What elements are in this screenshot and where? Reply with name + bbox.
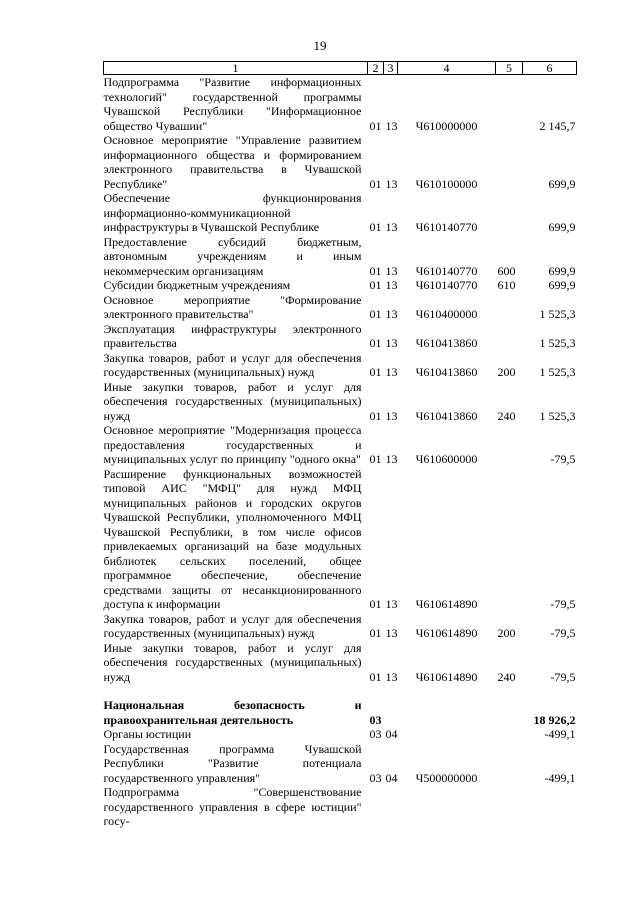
row-expense-type: 240 — [497, 408, 516, 423]
row-section-code: 01 — [369, 669, 382, 684]
row-target-code: Ч610140770 — [415, 220, 478, 234]
row-subsection-code: 04 — [385, 770, 398, 785]
row-expense-type — [496, 75, 523, 134]
section-row — [104, 698, 577, 727]
row-amount: -79,5 — [550, 597, 576, 611]
table-row — [104, 467, 577, 612]
spacer-cell — [104, 684, 577, 698]
row-name: Расширение функциональных возможностей типовой АИС "МФЦ" для нужд МФЦ муниципальных районов и городских округов Чувашской Республики, уполномоченного МФЦ Чувашской Республики, в том числе офисов привлекаемых организаций на базе модульных библиотек сельских поселений, общее программное обеспечение, обеспечение средствами защиты от несанкционированного доступа к информации — [103, 466, 362, 611]
row-expense-type: 240 — [497, 669, 516, 684]
row-target-code — [398, 727, 496, 742]
row-name: Основное мероприятие "Формирование электронного правительства" — [103, 292, 362, 321]
row-name: Основное мероприятие "Модернизация процесса предоставления государственных и муниципальных услуг по принципу "одного окна" — [103, 423, 362, 466]
row-section-code: 01 — [369, 365, 382, 379]
row-target-code: Ч610600000 — [415, 452, 478, 466]
table-row — [104, 278, 577, 293]
row-expense-type — [496, 423, 523, 467]
row-amount: 1 525,3 — [539, 365, 576, 379]
row-target-code: Ч610140770 — [415, 278, 478, 292]
row-target-code: Ч610413860 — [415, 408, 478, 423]
row-name: Основное мероприятие "Управление развитием информационного общества и формированием электронного правительства в Чувашской Республике" — [103, 133, 362, 191]
row-expense-type — [496, 698, 523, 727]
row-subsection-code: 13 — [385, 118, 398, 133]
row-name: Иные закупки товаров, работ и услуг для обеспечения государственных (муниципальных) нужд — [103, 379, 362, 423]
row-target-code: Ч610413860 — [415, 365, 478, 379]
row-name: Государственная программа Чувашской Республики "Развитие потенциала государственного управления" — [103, 741, 362, 785]
row-name: Субсидии бюджетным учреждениям — [103, 278, 291, 292]
table-row — [104, 75, 577, 134]
row-amount: 1 525,3 — [539, 336, 576, 350]
row-expense-type — [496, 191, 523, 235]
row-name: Обеспечение функционирования информационно-коммуникационной инфраструктуры в Чувашской Республике — [103, 191, 362, 234]
table-body — [104, 75, 577, 829]
row-amount: 699,9 — [548, 220, 576, 234]
row-target-code: Ч610614890 — [415, 626, 478, 640]
row-expense-type: 610 — [497, 278, 516, 292]
row-section-code: 01 — [369, 278, 382, 292]
row-subsection-code: 13 — [385, 263, 398, 278]
row-expense-type — [496, 742, 523, 786]
header-row — [104, 62, 577, 75]
row-subsection-code: 13 — [385, 220, 398, 234]
row-target-code: Ч610413860 — [415, 336, 478, 350]
header-cell-4: 4 — [398, 62, 496, 75]
row-subsection-code: 13 — [385, 669, 398, 684]
row-expense-type: 200 — [497, 365, 516, 379]
row-amount: 18 926,2 — [533, 712, 576, 727]
row-expense-type — [496, 727, 523, 742]
row-subsection-code: 13 — [385, 452, 398, 466]
row-expense-type — [496, 322, 523, 351]
row-amount: -79,5 — [550, 669, 576, 684]
row-section-code: 01 — [369, 307, 382, 321]
row-name: Подпрограмма "Совершенствование государственного управления в сфере юстиции" госу- — [103, 785, 362, 828]
header-cell-3: 3 — [384, 62, 398, 75]
row-target-code: Ч610614890 — [415, 597, 478, 611]
row-amount: 699,9 — [548, 278, 576, 292]
row-section-code: 01 — [369, 452, 382, 466]
row-expense-type — [496, 467, 523, 612]
row-section-code: 03 — [369, 727, 382, 741]
row-amount: 2 145,7 — [539, 118, 576, 133]
row-amount: -79,5 — [550, 452, 576, 466]
budget-table — [103, 61, 577, 829]
table-row — [104, 351, 577, 380]
table-row — [104, 785, 577, 829]
row-subsection-code — [384, 698, 398, 727]
row-section-code — [368, 785, 384, 829]
row-subsection-code: 13 — [385, 176, 398, 191]
row-section-code: 01 — [369, 597, 382, 611]
row-name: Органы юстиции — [103, 727, 192, 741]
spacer-row — [104, 684, 577, 698]
row-expense-type — [496, 133, 523, 191]
row-expense-type: 600 — [497, 263, 516, 278]
row-name: Подпрограмма "Развитие информационных технологий" государственной программы Чувашской Республики "Информационное общество Чувашии" — [103, 75, 362, 133]
row-expense-type — [496, 785, 523, 829]
table-row — [104, 133, 577, 191]
row-amount: 699,9 — [548, 176, 576, 191]
row-subsection-code: 13 — [385, 307, 398, 321]
row-target-code: Ч610614890 — [415, 669, 478, 684]
row-name: Эксплуатация инфраструктуры электронного правительства — [103, 321, 362, 350]
row-amount: -499,1 — [544, 770, 576, 785]
row-section-code: 01 — [369, 118, 382, 133]
header-cell-2: 2 — [368, 62, 384, 75]
row-subsection-code: 13 — [385, 408, 398, 423]
row-expense-type — [496, 293, 523, 322]
row-name: Иные закупки товаров, работ и услуг для обеспечения государственных (муниципальных) нужд — [103, 640, 362, 684]
table-row — [104, 293, 577, 322]
row-amount — [523, 785, 577, 829]
table-row — [104, 235, 577, 279]
row-section-code: 01 — [369, 176, 382, 191]
row-subsection-code: 13 — [385, 597, 398, 611]
row-target-code: Ч610100000 — [415, 176, 478, 191]
row-section-code: 03 — [369, 770, 382, 785]
row-target-code: Ч610400000 — [415, 307, 478, 321]
row-amount: 1 525,3 — [539, 307, 576, 321]
row-subsection-code: 13 — [385, 365, 398, 379]
row-subsection-code — [384, 785, 398, 829]
table-row — [104, 191, 577, 235]
table-row — [104, 612, 577, 641]
table-row — [104, 380, 577, 424]
row-name: Национальная безопасность и правоохранительная деятельность — [103, 698, 362, 727]
row-target-code: Ч610000000 — [415, 118, 478, 133]
row-expense-type: 200 — [497, 626, 516, 640]
row-name: Закупка товаров, работ и услуг для обеспечения государственных (муниципальных) нужд — [103, 611, 362, 640]
row-section-code: 01 — [369, 336, 382, 350]
table-row — [104, 641, 577, 685]
row-target-code — [398, 698, 496, 727]
row-amount: -79,5 — [550, 626, 576, 640]
table-row — [104, 742, 577, 786]
row-subsection-code: 13 — [385, 278, 398, 292]
row-amount: 1 525,3 — [539, 408, 576, 423]
page-number: 19 — [313, 38, 327, 53]
row-section-code: 01 — [369, 408, 382, 423]
row-amount: -499,1 — [544, 727, 576, 741]
row-section-code: 01 — [369, 626, 382, 640]
table-row — [104, 423, 577, 467]
row-section-code: 01 — [369, 220, 382, 234]
table-row — [104, 322, 577, 351]
row-subsection-code: 13 — [385, 626, 398, 640]
row-subsection-code: 04 — [385, 727, 398, 741]
row-section-code: 03 — [369, 712, 382, 727]
row-target-code — [398, 785, 496, 829]
header-cell-1: 1 — [104, 62, 368, 75]
row-name: Закупка товаров, работ и услуг для обеспечения государственных (муниципальных) нужд — [103, 350, 362, 379]
header-cell-6: 6 — [523, 62, 577, 75]
row-section-code: 01 — [369, 263, 382, 278]
row-amount: 699,9 — [548, 263, 576, 278]
row-target-code: Ч500000000 — [415, 770, 478, 785]
row-target-code: Ч610140770 — [415, 263, 478, 278]
row-subsection-code: 13 — [385, 336, 398, 350]
header-cell-5: 5 — [496, 62, 523, 75]
row-name: Предоставление субсидий бюджетным, автономным учреждениям и иным некоммерческим организациям — [103, 234, 362, 278]
table-row — [104, 727, 577, 742]
